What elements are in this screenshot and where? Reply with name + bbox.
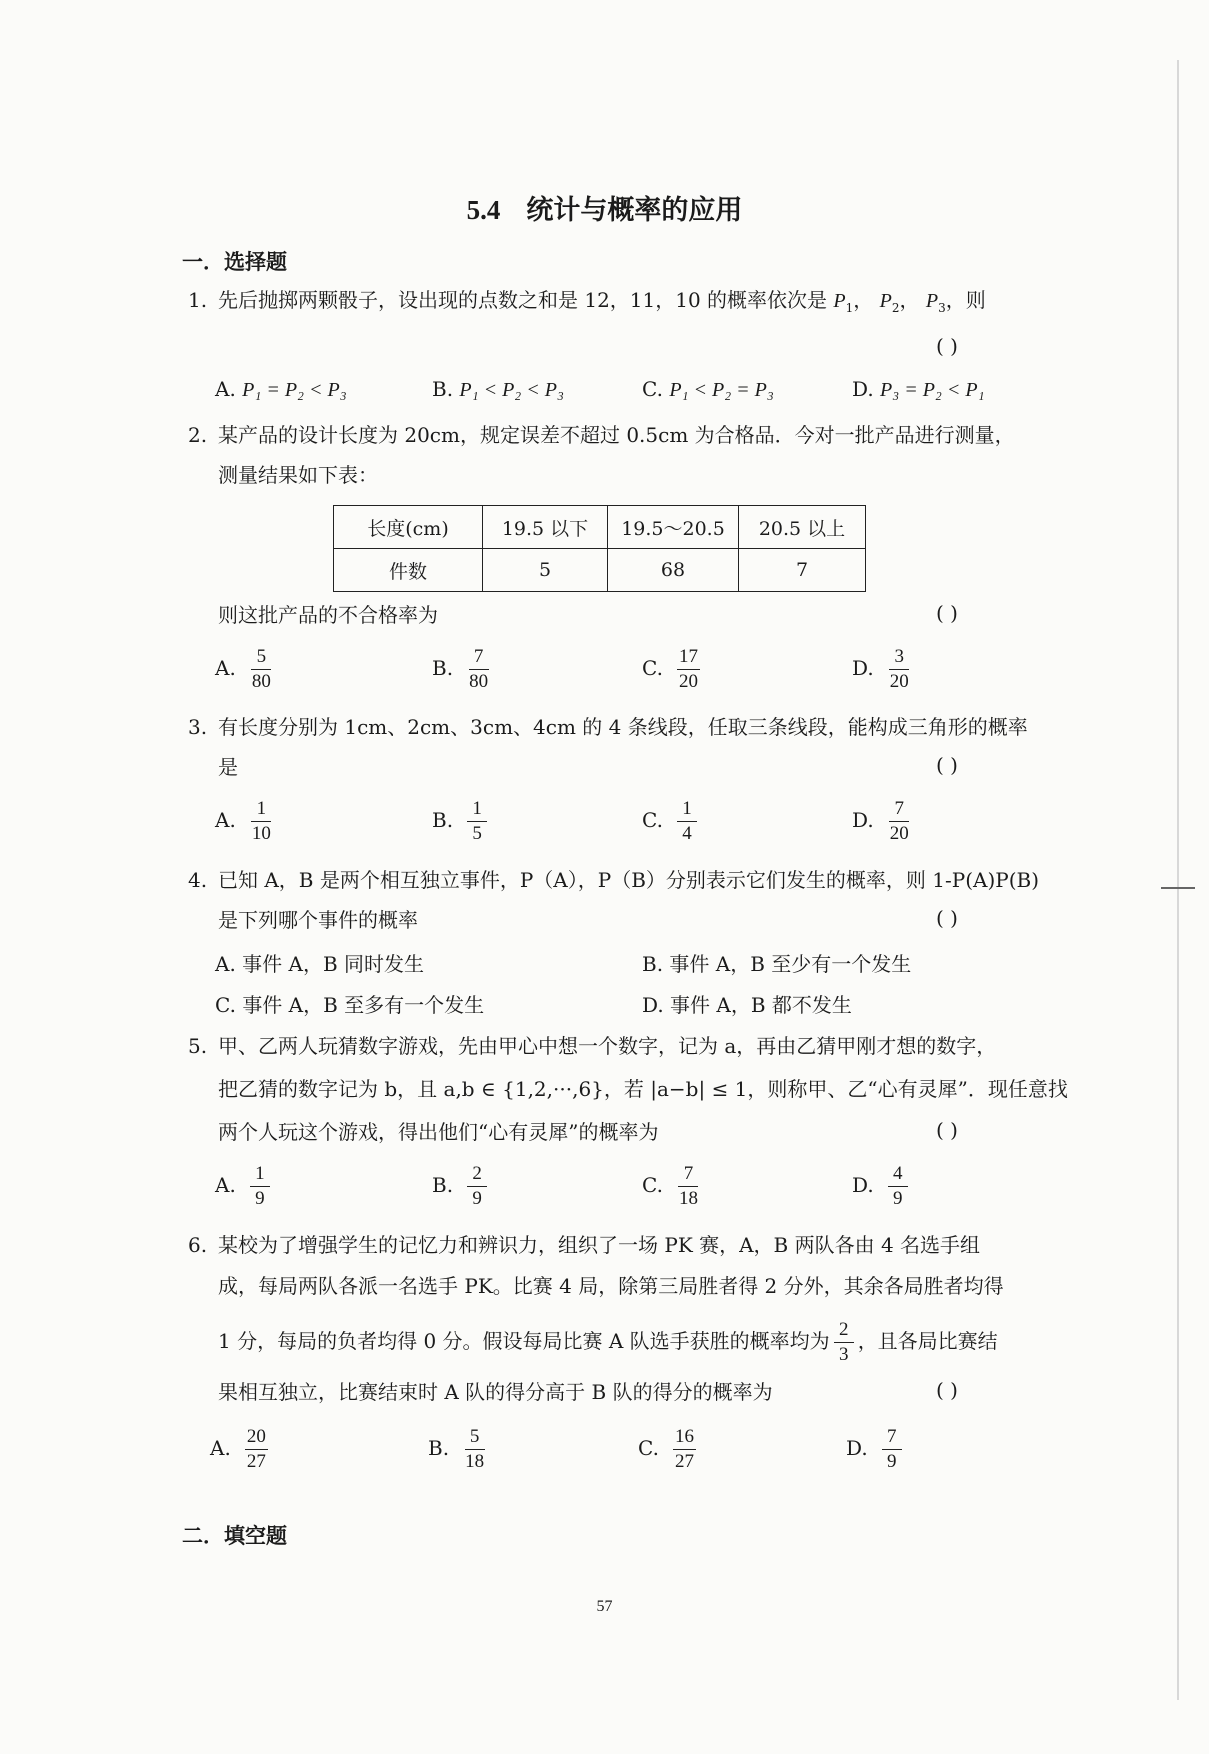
- table-cell: 19.5 以下: [483, 506, 608, 549]
- denominator: 18: [465, 1451, 485, 1472]
- fraction: [888, 1162, 908, 1211]
- option-d: [846, 1425, 902, 1474]
- numerator: 3: [889, 645, 909, 670]
- question-5-line3: 两个人玩这个游戏，得出他们“心有灵犀”的概率为: [218, 1120, 659, 1144]
- numerator: 17: [677, 645, 700, 670]
- denominator: 27: [246, 1451, 266, 1472]
- option-label: C.: [215, 993, 236, 1017]
- option-d: [852, 377, 985, 402]
- denominator: 80: [469, 671, 489, 692]
- option-c: [642, 797, 697, 846]
- numerator: 1: [467, 797, 487, 822]
- option-label: D.: [852, 656, 874, 680]
- fraction: [888, 645, 911, 694]
- question-2: [188, 421, 1015, 449]
- option-label: C.: [642, 656, 663, 680]
- option-label: D.: [852, 377, 874, 401]
- numerator: 7: [469, 645, 489, 670]
- measurement-table: [333, 505, 866, 592]
- fraction: [673, 1425, 696, 1474]
- section-heading-fill: 二．填空题: [182, 1523, 287, 1548]
- fraction: [245, 1425, 268, 1474]
- answer-paren: ( ): [936, 1118, 958, 1142]
- question-text: ，且各局比赛结: [857, 1329, 998, 1353]
- denominator: 27: [674, 1451, 694, 1472]
- fraction: [834, 1318, 854, 1367]
- numerator: 5: [465, 1425, 485, 1450]
- subscript: 3: [938, 301, 946, 315]
- option-label: B.: [432, 808, 454, 832]
- numerator: 1: [251, 797, 271, 822]
- fraction: [250, 797, 273, 846]
- option-label: B.: [642, 952, 664, 976]
- denominator: 4: [682, 823, 692, 844]
- table-cell: 7: [739, 549, 866, 592]
- question-6-line3: [218, 1318, 998, 1367]
- option-b: [432, 797, 487, 846]
- question-text: 已知 A，B 是两个相互独立事件，P（A），P（B）分别表示它们发生的概率，则 1-P(A)P(B): [218, 868, 1040, 892]
- question-6: [188, 1231, 980, 1259]
- table-cell: 长度(cm): [334, 506, 483, 549]
- p-symbol: P: [879, 290, 892, 312]
- p-symbol: P: [925, 290, 939, 312]
- question-number: 2.: [188, 423, 208, 447]
- page-number: 57: [596, 1598, 613, 1615]
- answer-paren: ( ): [936, 906, 958, 930]
- option-label: B.: [432, 377, 454, 401]
- option-a: [215, 645, 273, 694]
- option-text: 事件 A，B 至少有一个发生: [669, 952, 912, 976]
- fraction: [250, 1162, 270, 1211]
- p-symbol: P: [833, 290, 846, 312]
- numerator: 1: [250, 1162, 270, 1187]
- answer-paren: ( ): [936, 334, 958, 358]
- option-label: A.: [215, 808, 236, 832]
- fraction: [882, 1425, 902, 1474]
- denominator: 9: [255, 1188, 265, 1209]
- denominator: 9: [892, 1188, 903, 1209]
- question-number: 1.: [188, 288, 208, 312]
- question-tail: ，则: [945, 288, 986, 312]
- option-b: [428, 1425, 486, 1474]
- option-label: C.: [642, 1173, 663, 1197]
- option-label: B.: [432, 1173, 454, 1197]
- fraction: [467, 797, 487, 846]
- question-6-line4: 果相互独立，比赛结束时 A 队的得分高于 B 队的得分的概率为: [218, 1380, 773, 1404]
- option-label: D.: [852, 1173, 874, 1197]
- option-label: C.: [638, 1436, 659, 1460]
- option-c: [642, 377, 774, 402]
- option-a: [215, 377, 347, 402]
- question-text: 先后抛掷两颗骰子，设出现的点数之和是 12，11，10 的概率依次是: [218, 288, 828, 312]
- fraction: [467, 1162, 487, 1211]
- denominator: 10: [251, 823, 271, 844]
- option-a: [210, 1425, 268, 1474]
- option-label: C.: [642, 808, 663, 832]
- denominator: 80: [251, 671, 271, 692]
- subscript: 2: [891, 301, 900, 315]
- option-c: [642, 645, 700, 694]
- question-3-line2: 是: [218, 755, 238, 779]
- fraction: [677, 1162, 700, 1211]
- option-d: [852, 645, 911, 694]
- denominator: 5: [472, 823, 482, 844]
- table-cell: 20.5 以上: [739, 506, 866, 549]
- denominator: 20: [889, 823, 909, 844]
- page-title: [0, 188, 1209, 227]
- answer-paren: ( ): [936, 1378, 958, 1402]
- numerator: 7: [882, 1425, 902, 1450]
- question-4: [188, 866, 1039, 894]
- option-expr: P₁ < P₂ < P₃: [459, 379, 564, 401]
- option-c: [642, 1162, 700, 1211]
- fraction: [677, 797, 697, 846]
- question-6-line2: 成，每局两队各派一名选手 PK。比赛 4 局，除第三局胜者得 2 分外，其余各局胜者均得: [218, 1274, 1004, 1298]
- denominator: 20: [889, 671, 909, 692]
- question-1: [188, 286, 986, 322]
- question-5-line2: 把乙猜的数字记为 b，且 a,b ∈ {1,2,···,6}，若 |a−b| ≤ 1，则称甲、乙“心有灵犀”．现任意找: [218, 1077, 1068, 1101]
- question-2-line3: 则这批产品的不合格率为: [218, 603, 438, 627]
- table-cell: 19.5～20.5: [608, 506, 739, 549]
- title-number: 5.4: [466, 195, 501, 225]
- separator: ，: [899, 288, 920, 312]
- numerator: 7: [678, 1162, 698, 1187]
- option-b: [642, 948, 911, 977]
- option-b: [432, 645, 490, 694]
- table-row: [334, 549, 866, 592]
- table-cell: 件数: [334, 549, 483, 592]
- numerator: 7: [889, 797, 909, 822]
- scan-edge-tick: [1161, 887, 1195, 889]
- denominator: 20: [678, 671, 698, 692]
- option-c: [638, 1425, 696, 1474]
- question-text: 1 分，每局的负者均得 0 分。假设每局比赛 A 队选手获胜的概率均为: [218, 1329, 830, 1353]
- option-text: 事件 A，B 同时发生: [242, 952, 425, 976]
- question-number: 6.: [188, 1233, 208, 1257]
- answer-paren: ( ): [936, 601, 958, 625]
- table-cell: 5: [483, 549, 608, 592]
- option-text: 事件 A，B 都不发生: [670, 993, 852, 1017]
- option-label: A.: [215, 377, 236, 401]
- answer-paren: ( ): [936, 753, 958, 777]
- option-a: [215, 948, 424, 977]
- option-label: A.: [210, 1436, 231, 1460]
- question-text: 某校为了增强学生的记忆力和辨识力，组织了一场 PK 赛，A，B 两队各由 4 名选手组: [218, 1233, 981, 1257]
- option-expr: P₃ = P₂ < P₁: [880, 379, 985, 401]
- numerator: 2: [834, 1318, 854, 1343]
- question-number: 4.: [188, 868, 208, 892]
- numerator: 20: [245, 1425, 268, 1450]
- option-expr: P₁ = P₂ < P₃: [242, 379, 347, 401]
- option-label: A.: [215, 656, 236, 680]
- denominator: 9: [886, 1451, 897, 1472]
- subscript: 1: [845, 301, 854, 315]
- separator: ，: [853, 288, 874, 312]
- option-c: [215, 989, 484, 1018]
- option-text: 事件 A，B 至多有一个发生: [242, 993, 485, 1017]
- option-label: B.: [428, 1436, 450, 1460]
- title-text: 统计与概率的应用: [526, 195, 743, 226]
- option-d: [852, 1162, 908, 1211]
- option-b: [432, 377, 564, 402]
- denominator: 18: [678, 1188, 698, 1209]
- option-d: [642, 989, 852, 1018]
- question-4-line2: 是下列哪个事件的概率: [218, 908, 418, 932]
- numerator: 2: [467, 1162, 487, 1187]
- option-label: A.: [215, 1173, 236, 1197]
- fraction: [888, 797, 911, 846]
- option-label: C.: [642, 377, 663, 401]
- section-heading-choice: 一．选择题: [182, 249, 287, 274]
- option-label: D.: [852, 808, 874, 832]
- question-text: 有长度分别为 1cm、2cm、3cm、4cm 的 4 条线段，任取三条线段，能构成三角形的概率: [218, 715, 1028, 739]
- option-a: [215, 797, 273, 846]
- option-label: B.: [432, 656, 454, 680]
- question-2-line2: 测量结果如下表：: [218, 463, 378, 487]
- fraction: [250, 645, 273, 694]
- scan-edge-line: [1177, 60, 1179, 1700]
- numerator: 4: [888, 1162, 908, 1187]
- option-label: D.: [642, 993, 664, 1017]
- question-text: 某产品的设计长度为 20cm，规定误差不超过 0.5cm 为合格品．今对一批产品进行测量，: [218, 423, 1015, 447]
- option-a: [215, 1162, 270, 1211]
- table-row: [334, 506, 866, 549]
- denominator: 9: [472, 1188, 482, 1209]
- numerator: 16: [673, 1425, 696, 1450]
- fraction: [467, 645, 490, 694]
- question-number: 3.: [188, 715, 208, 739]
- denominator: 3: [838, 1344, 849, 1365]
- question-5: [188, 1032, 996, 1060]
- question-number: 5.: [188, 1034, 208, 1058]
- fraction: [463, 1425, 486, 1474]
- table-cell: 68: [608, 549, 739, 592]
- option-label: D.: [846, 1436, 868, 1460]
- question-3: [188, 713, 1028, 741]
- numerator: 5: [251, 645, 271, 670]
- question-text: 甲、乙两人玩猜数字游戏，先由甲心中想一个数字，记为 a，再由乙猜甲刚才想的数字，: [218, 1034, 997, 1058]
- option-b: [432, 1162, 487, 1211]
- option-expr: P₁ < P₂ = P₃: [669, 379, 774, 401]
- fraction: [677, 645, 700, 694]
- numerator: 1: [677, 797, 697, 822]
- option-label: A.: [215, 952, 236, 976]
- option-d: [852, 797, 911, 846]
